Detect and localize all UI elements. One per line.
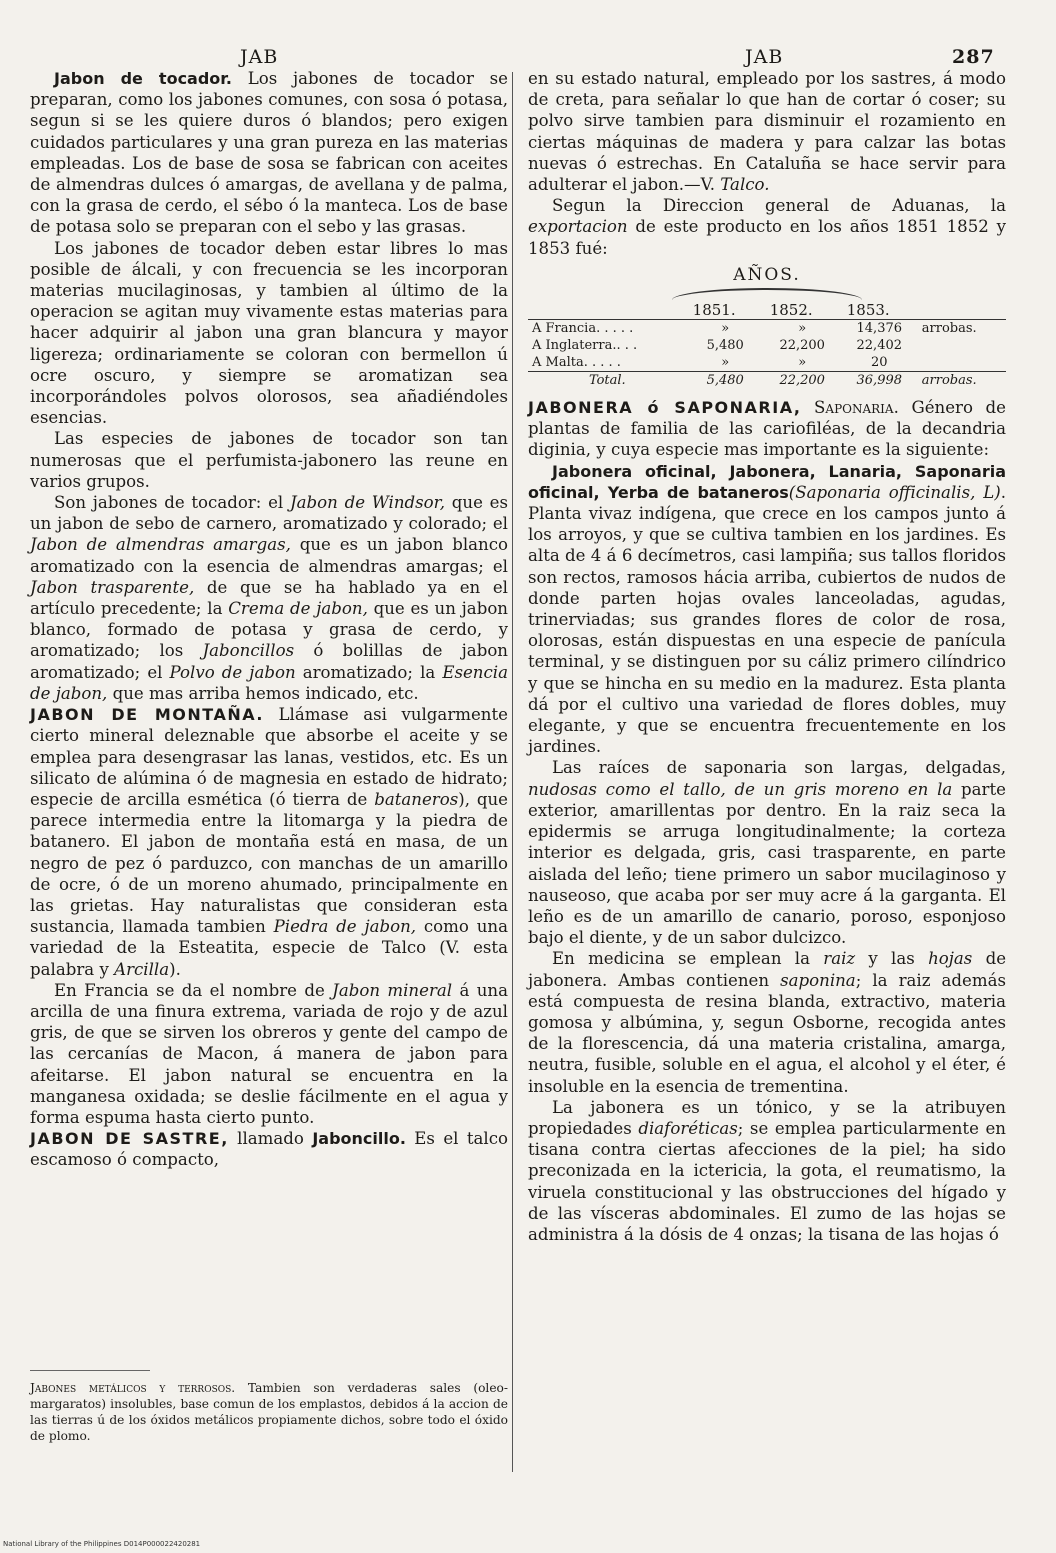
cell: 5,480 <box>687 372 764 390</box>
cell: 5,480 <box>706 338 744 354</box>
paragraph <box>528 948 1006 1096</box>
text: aromatizado; la <box>295 662 443 682</box>
text: Son jabones de tocador: el <box>54 493 290 513</box>
headword: Jabon de tocador. <box>54 69 232 88</box>
italic-text: Crema de jabon, <box>228 599 368 619</box>
scan-credit: National Library of the Philippines D014P000022420281 <box>3 1540 201 1548</box>
text: Llámase asi vulgarmente cierto mineral deleznable que absorbe el aceite y se emplea para desengrasar las lanas, vestidos, etc. Es un silicato de alúmina ó de magnesia en estado de hidrato; especie de arcilla esmética (ó tierra de <box>30 705 508 809</box>
cell: 22,200 <box>779 338 825 354</box>
smallcaps-text: Saponaria. <box>801 398 899 418</box>
italic-text: hojas <box>928 949 973 969</box>
table-corner <box>528 302 687 320</box>
table-row <box>528 354 1006 372</box>
entry-jabon-de-montana <box>30 704 508 980</box>
table-total-row <box>528 372 1006 390</box>
text: á una arcilla de una finura extrema, variada de rojo y de azul gris, de que se sirven los obreros y gente del campo de las cercanías de Macon, á manera de jabon para afeitarse. El jabon natural se encuentra en la manganesa oxidada; se deslie fácilmente en el agua y forma espuma hasta cierto punto. <box>30 980 508 1127</box>
running-head-left: JAB <box>240 46 279 68</box>
unit <box>918 354 1006 372</box>
paragraph <box>528 195 1006 259</box>
left-column <box>30 68 508 1171</box>
running-head-right: JAB <box>745 46 784 68</box>
row-label: A Malta. . . . . <box>532 355 621 371</box>
paragraph <box>30 492 508 704</box>
unit <box>918 337 1006 354</box>
cell: 22,200 <box>764 372 841 390</box>
cell: » <box>798 355 807 371</box>
text: de que se ha hablado ya en el artículo precedente; la <box>30 577 508 619</box>
paragraph <box>528 757 1006 948</box>
paragraph: Las especies de jabones de tocador son tan numerosas que el perfumista-jabonero las reune en varios grupos. <box>30 429 508 491</box>
text: que mas arriba hemos indicado, etc. <box>107 683 419 703</box>
footnote-head: Jabones metálicos y terrosos. <box>30 1381 236 1395</box>
table-header-row <box>528 302 1006 320</box>
table-title: AÑOS. <box>733 264 801 285</box>
italic-text: Polvo de jabon <box>169 662 296 682</box>
text: ). <box>169 959 181 979</box>
entry-jabon-de-tocador <box>30 68 508 238</box>
italic-text: (Saponaria officinalis, L) <box>788 482 1001 502</box>
table-row <box>528 320 1006 338</box>
paragraph <box>528 1097 1006 1245</box>
cell: » <box>721 321 730 337</box>
text: que es un jabon de sebo de carnero, aromatizado y colorado; el <box>30 493 508 534</box>
italic-text: nudosas como el tallo, de un gris moreno en la <box>528 779 953 799</box>
entry-jabon-de-sastre <box>30 1128 508 1170</box>
italic-text: Jabon de almendras amargas, <box>30 535 291 555</box>
text: Las raíces de saponaria son largas, delgadas, <box>552 758 1006 778</box>
italic-text: Piedra de jabon, <box>273 917 417 937</box>
text: ó bolillas de jabon aromatizado; el <box>30 641 508 682</box>
paragraph <box>528 68 1006 195</box>
italic-text: Talco. <box>720 175 770 195</box>
headword: JABONERA ó SAPONARIA, <box>528 398 802 418</box>
headword: JABON DE MONTAÑA. <box>30 705 264 725</box>
cell: 36,998 <box>841 372 918 390</box>
entry-jabonera-oficinal <box>528 461 1006 758</box>
italic-text: exportacion <box>528 217 628 237</box>
text: ; se emplea particularmente en tisana contra ciertas afecciones de la piel; ha sido preconizada en la ictericia, la gota, el reumatismo, la viruela constitucional y las obstrucciones del hígado y de las vísceras abdominales. El zumo de las hojas se administra á la dósis de 4 onzas; la tisana de las hojas ó <box>528 1118 1006 1244</box>
text: . Planta vivaz indígena, que crece en los campos junto á los arroyos, y que se cultiva tambien en los jardines. Es alta de 4 á 6 decímetros, casi lampiña; sus tallos floridos son rectos, ramosos hácia arriba, cubiertos de nudos de donde parten hojas ovales lanceoladas, agudas, trinerviadas; sus grandes flores de color de rosa, olorosas, están dispuestas en una especie de panícula terminal, y se distinguen por su cáliz primero cilíndrico y que se hincha en su medio en la madurez. Esta planta dá por el cultivo una variedad de flores dobles, muy elegante, y que se encuentra frecuentemente en los jardines. <box>528 482 1006 757</box>
italic-text: Jabon de Windsor, <box>290 493 446 513</box>
paragraph: Los jabones de tocador deben estar libres lo mas posible de álcali, y con frecuencia se les incorporan materias mucilaginosas, y tambien al último de la operacion se agitan muy vivamente estas materias para hacer adquirir al jabon una gran blancura y mayor ligereza; ordinariamente se coloran con bermellon ú ocre oscuro, y siempre se aromatizan sea incorporándoles polvos olorosos, sea añadiéndoles esencias. <box>30 238 508 428</box>
paragraph <box>30 980 508 1128</box>
text: en su estado natural, empleado por los sastres, á modo de creta, para señalar lo que han de cortar ó coser; su polvo sirve tambien para disminuir el rozamiento en ciertas máquinas de madera y para calzar las botas nuevas ó estrechas. En Cataluña se hace servir para adulterar el jabon.—V. <box>528 69 1006 195</box>
row-label: A Inglaterra.. . . <box>532 338 638 354</box>
text: Segun la Direccion general de Aduanas, la <box>552 196 1006 216</box>
text: que es un jabon blanco aromatizado con la esencia de almendras amargas; el <box>30 535 508 576</box>
text: de este producto en los años 1851 1852 y 1853 fué: <box>528 217 1006 258</box>
italic-text: Jabon trasparente, <box>30 577 195 597</box>
unit: arrobas. <box>918 372 1006 390</box>
footnote-rule <box>30 1370 150 1371</box>
headword: Jabonera oficinal, Jabonera, Lanaria, Saponaria oficinal, Yerba de bataneros <box>528 461 1006 502</box>
italic-text: Jabon mineral <box>332 980 453 1000</box>
italic-text: Arcilla <box>114 959 170 979</box>
text: En Francia se da el nombre de <box>54 980 333 1000</box>
bold-text: Jaboncillo. <box>312 1129 406 1149</box>
right-column <box>528 68 1006 1245</box>
italic-text: bataneros <box>374 789 459 809</box>
text: de jabonera. Ambas contienen <box>528 949 1007 990</box>
text: y las <box>855 949 929 969</box>
text: parte exterior, amarillentas por dentro. En la raiz seca la epidermis se arruga longitudinalmente; la corteza interior es delgada, gris, casi trasparente, en parte aislada del leño; tiene primero un sabor mucilaginoso y nauseoso, que acaba por ser muy acre á la garganta. El leño es de un amarillo de canario, poroso, esponjoso bajo el diente, y de un sabor dulcizco. <box>528 779 1006 948</box>
cell: 22,402 <box>856 338 903 354</box>
cell: 20 <box>871 355 888 371</box>
italic-text: diaforéticas <box>638 1118 738 1138</box>
text: ; la raiz además está compuesta de resina blanda, extractivo, materia gomosa y albúmina, y, segun Osborne, recogida antes de la florescencia, dá una materia cristalina, amarga, neutra, fusible, soluble en el agua, el alcohol y el éter, é insoluble en la esencia de trementina. <box>528 970 1006 1096</box>
footnote-text: Tambien son verdaderas sales (oleo-margaratos) insolubles, base comun de los emplastos, debidos á la accion de las tierras ú de los óxidos metálicos propiamente dichos, sobre todo el óxido de plomo. <box>30 1381 508 1443</box>
entry-jabonera <box>528 397 1006 461</box>
unit: arrobas. <box>921 321 977 337</box>
italic-text: raiz <box>823 949 856 969</box>
cell: 14,376 <box>856 321 903 337</box>
italic-text: Jaboncillos <box>202 641 295 661</box>
export-table <box>528 302 1006 389</box>
headword: JABON DE SASTRE, <box>30 1129 229 1149</box>
italic-text: Esencia de jabon, <box>30 662 508 703</box>
unit-header <box>918 302 1006 320</box>
footnote <box>30 1380 508 1444</box>
table-brace <box>672 288 862 300</box>
italic-text: saponina <box>780 970 856 990</box>
year-header: 1852. <box>764 302 841 320</box>
page-number: 287 <box>952 46 995 68</box>
cell: » <box>798 321 807 337</box>
year-header: 1851. <box>687 302 764 320</box>
year-header: 1853. <box>841 302 918 320</box>
text: Género de plantas de familia de las cariofiléas, de la decandria diginia, y cuya especie mas importante es la siguiente: <box>528 398 1006 460</box>
cell: » <box>721 355 730 371</box>
text: Es el talco escamoso ó compacto, <box>30 1129 508 1170</box>
row-label: Total. <box>528 372 687 390</box>
text: En medicina se emplean la <box>552 949 824 969</box>
text: La jabonera es un tónico, y se la atribuyen propiedades <box>528 1097 1006 1138</box>
text: ), que parece intermedia entre la litomarga y la piedra de batanero. El jabon de montaña está en masa, de un negro de pez ó parduzco, con manchas de un amarillo de ocre, ó de un moreno ahumado, principalmente en las grietas. Hay naturalistas que consideran esta sustancia, llamada tambien <box>30 789 509 937</box>
paragraph-text: Los jabones de tocador se preparan, como los jabones comunes, con sosa ó potasa, segun si se les quiere duros ó blandos; pero exigen cuidados particulares y una gran pureza en las materias empleadas. Los de base de sosa se fabrican con aceites de almendras dulces ó amargas, de avellana y de palma, con la grasa de cerdo, el sébo ó la manteca. Los de base de potasa solo se preparan con el sebo y las grasas. <box>30 69 508 237</box>
text: como una variedad de la Esteatita, especie de Talco (V. esta palabra y <box>30 917 508 979</box>
table-row <box>528 337 1006 354</box>
row-label: A Francia. . . . . <box>532 321 634 337</box>
text: llamado <box>228 1129 313 1149</box>
text: que es un jabon blanco, formado de potasa y grasa de cerdo, y aromatizado; los <box>30 599 508 661</box>
column-divider <box>512 72 513 1472</box>
